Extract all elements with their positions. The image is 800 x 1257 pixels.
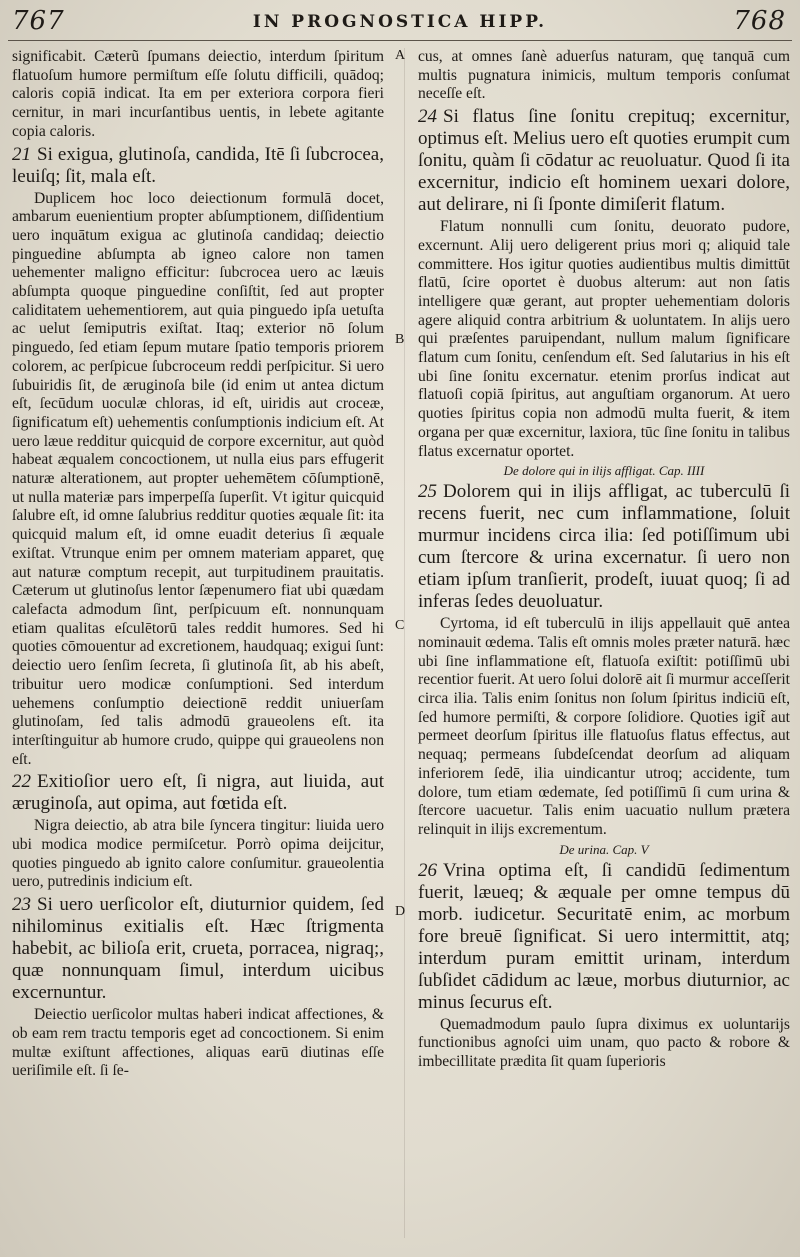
aphorism-22 xyxy=(12,771,384,815)
right-column xyxy=(418,48,790,1072)
running-title: IN PROGNOSTICA HIPP. xyxy=(252,12,548,32)
aphorism-number: 26 xyxy=(418,859,437,881)
aphorism-number: 25 xyxy=(418,481,437,503)
chapter-heading: De dolore qui in ilijs affligat. Cap. IIII xyxy=(503,463,705,479)
margin-letter-b: B xyxy=(395,332,405,347)
aphorism-number: 24 xyxy=(418,106,437,128)
commentary-paragraph: Nigra deiectio, ab atra bile ſyncera tingitur: liuida uero ubi modica modice permiſcetur. Porrò opima deijcitur, quoties pinguedo ab ignito calore conſumitur. graueolentia uero, putredinis indicium eſt. xyxy=(12,817,384,891)
aphorism-text: Si exigua, glutinoſa, candida, Itē ſi ſubcrocea, leuiſq; ſit, mala eſt. xyxy=(12,143,384,187)
commentary-paragraph: Duplicem hoc loco deiectionum formulā docet, ambarum euenientium propter abſumptionem, diſſidentium uero inquātum exigua ac glutinoſa candidaq; deiectio pinguedine abſumpta ab igneo calore non tamen uehementer maligno efficitur: ſubcrocea uero ac læuis abſumpta quoque pinguedine conſiſtit, ſed aut propter caliditatem uehementiorem, aut quia pinguedo ipſa uetuſta ac uelut ſemiputris exiſtat. Itaq; exterior nō ſolum pinguedo, ſed etiam ſepum mutare ſpatio temporis priorem colorem, ac perſpicue ſubcroceum reddi perſpicitur. Si uero ſubuiridis ſit, de æruginoſa bile (id enim ut antea dictum eſt, ſecūdum uoculæ chloras, id eſt, uiridis aut croceæ, ſignificatum eſt) uehementis conſumptionis indicium eſt. At uero læue redditur quicquid de corpore excernitur, aut quòd habeat æqualem concoctionem, ut nulla eius pars effugerit naturæ alterationem, aut propter uehemētem cōſumptionē, ut nulla materiæ pars imperpeſſa ſuperſit. Vt igitur quicquid ſalubre eſt, id omne ſalubrius redditur quoties æquale ſit: ita quicquid malum eſt, id omne euadit deterius ſi æquale exiſtat. Vtrunque enim per omnem materiam apparet, quę aut naturæ comptum recepit, aut turpitudinem prauitatis. Cæterum ut glutinoſus lentor ſæpenumero fiat ubi quædam calefacta admodum ſint, perſpicuum eſt. nonnunquam etiam qualitas eſculētorū tales reddit humores. Sed hi quoties cōmouentur ad excretionem, haudquaq; exigui ſunt: deiectio uero ſenſim ſecreta, ſi glutinoſa ſit, ab his abeſt, tribuitur uero modicæ conſumptioni. Sed interdum uehemens conſumptio deiectionē reddit uniuerſam glutinoſam, ſed talis admodū graueolens eſt. ita interſtinguitur ab humore crudo, quippe qui graueolens non eſt. xyxy=(12,189,384,768)
commentary-paragraph: Deiectio uerſicolor multas haberi indicat affectiones, & ob eam rem tractu temporis eget ad concoctionem. Si enim multæ exiſtunt affectiones, aliquas earū diutinas eſſe ueriſimile eſt. ſi ſe- xyxy=(12,1006,384,1080)
margin-letter-c: C xyxy=(395,618,405,633)
page-header xyxy=(0,0,800,44)
aphorism-21 xyxy=(12,144,384,188)
page-number-left: 767 xyxy=(12,6,65,36)
commentary-paragraph: cus, at omnes ſanè aduerſus naturam, quę tanquā cum multis pugnatura inimicis, multum temporis conſumat neceſſe eſt. xyxy=(418,48,790,103)
aphorism-24 xyxy=(418,106,790,216)
chapter-heading: De urina. Cap. V xyxy=(559,841,649,857)
aphorism-text: Dolorem qui in ilijs affligat, ac tuberculū ſi recens fuerit, nec cum inflammatione, ſoluit murmur incidens circa ilia: ſed potiſſimum ubi cum ſtercore & urina excernatur. ſi uero non etiam ipſum tranſierit, prodeſt, iuuat quoq; ſi ad inferas ſedes deuoluatur. xyxy=(418,481,790,613)
aphorism-number: 22 xyxy=(12,771,31,793)
aphorism-text: Exitioſior uero eſt, ſi nigra, aut liuida, aut æruginoſa, aut opima, aut fœtida eſt. xyxy=(12,771,384,815)
aphorism-23 xyxy=(12,894,384,1004)
commentary-paragraph: Cyrtoma, id eſt tuberculū in ilijs appellauit quē antea nominauit œdema. Talis eſt omnis moles præter naturā. hæc ubi ſine inflammatione eſt, flatuoſa exiſtit: potiſſimū ubi recentior fuerit. At uero ſolui dolorē ait ſi murmur acceſſerit circa ilia. Talis enim ſonitus non ſolum ſpiritus indiciū eſt, ſed humore permiſti, & corpore ſolidiore. Quoties igit̃ aut permeet deorſum ſpiritus ille flatuoſus flatus effectus, aut nequaq; permeans ſubdeſcendat deorſum ad aliquam inferiorem ſedē, ilia uindicantur utroq; accidente, tum dolore, tum etiam œdemate, ſed potiſſimū ſi cum urina & ſtercore uacuetur. Talis enim uacuatio nullum prætera relinquit in ilijs excrementum. xyxy=(418,615,790,838)
margin-letter-d: D xyxy=(395,904,406,919)
aphorism-25 xyxy=(418,481,790,613)
commentary-paragraph: significabit. Cæterũ ſpumans deiectio, interdum ſpiritum flatuoſum humore permiſtum eſſe ſolutu difficili, quādoq; caloris copiā indicat. Ita em per exteriora corpora fieri cernitur, in mari incurſantibus uentis, in lebete agitante copia caloris. xyxy=(12,48,384,140)
aphorism-text: Si uero uerſicolor eſt, diuturnior quidem, ſed nihilominus exitialis eſt. Hæc ſtrigmenta habebit, ac bilioſa erit, crueta, porracea, nigraq;, quæ nonnunquam ſimul, interdum uicibus excernuntur. xyxy=(12,894,384,1004)
page-number-right: 768 xyxy=(733,6,786,36)
column-gutter xyxy=(404,48,405,1238)
aphorism-text: Vrina optima eſt, ſi candidū ſedimentum fuerit, læueq; & æquale per omne tempus dū morb. iudicetur. Securitatē enim, ac morbum fore breuē ſignificat. Si uero intermittit, atq; interdum puram emittit urinam, interdum ſubſidet cādidum ac læue, morbus diuturnior, ac minus ſecurus eſt. xyxy=(418,859,790,1013)
commentary-paragraph: Flatum nonnulli cum ſonitu, deuorato pudore, excernunt. Alij uero deligerent prius mori q; aliquid tale committere. Hos igitur quoties audientibus multis dimittūt flatū, ſcire oportet è duobus alterum: aut non ſatis intelligere quæ gerant, aut propter uehementiam doloris agere aliquid contra arbitrium & uoluntatem. In alijs uero qui præſentes paruipendant, nullum malum ſignificare flatum cum ſonitu, cenſendum eſt. Sed ſalutarius in his eſt ubi ſine ſonitu excernatur. etenim prorſus indicat aut flatuoſi copiā ſpiritus, aut anguſtiam organorum. At uero quoties ſpiritus copia non admodū multa fuerit, & item organa per quæ excernitur, laxiora, tūc ſine ſonitu in talibus flatus excernatur oportet. xyxy=(418,218,790,460)
aphorism-text: Si flatus ſine ſonitu crepituq; excernitur, optimus eſt. Melius uero eſt quoties erumpit cum ſonitu, quàm ſi cōdatur ac reuoluatur. Quod ſi ita excernitur, indicio eſt hominem uexari dolore, aut delirare, ni ſi ſponte dimiſerit flatum. xyxy=(418,106,790,216)
aphorism-number: 21 xyxy=(12,143,31,165)
commentary-paragraph: Quemadmodum paulo ſupra diximus ex uoluntarijs functionibus agnoſci uim unam, quo pacto & robore & imbecillitate prædita ſit quam ſuperioris xyxy=(418,1015,790,1071)
header-rule xyxy=(8,40,792,41)
margin-letter-a: A xyxy=(395,48,406,63)
aphorism-26 xyxy=(418,860,790,1014)
left-column xyxy=(12,48,384,1081)
aphorism-number: 23 xyxy=(12,894,31,916)
